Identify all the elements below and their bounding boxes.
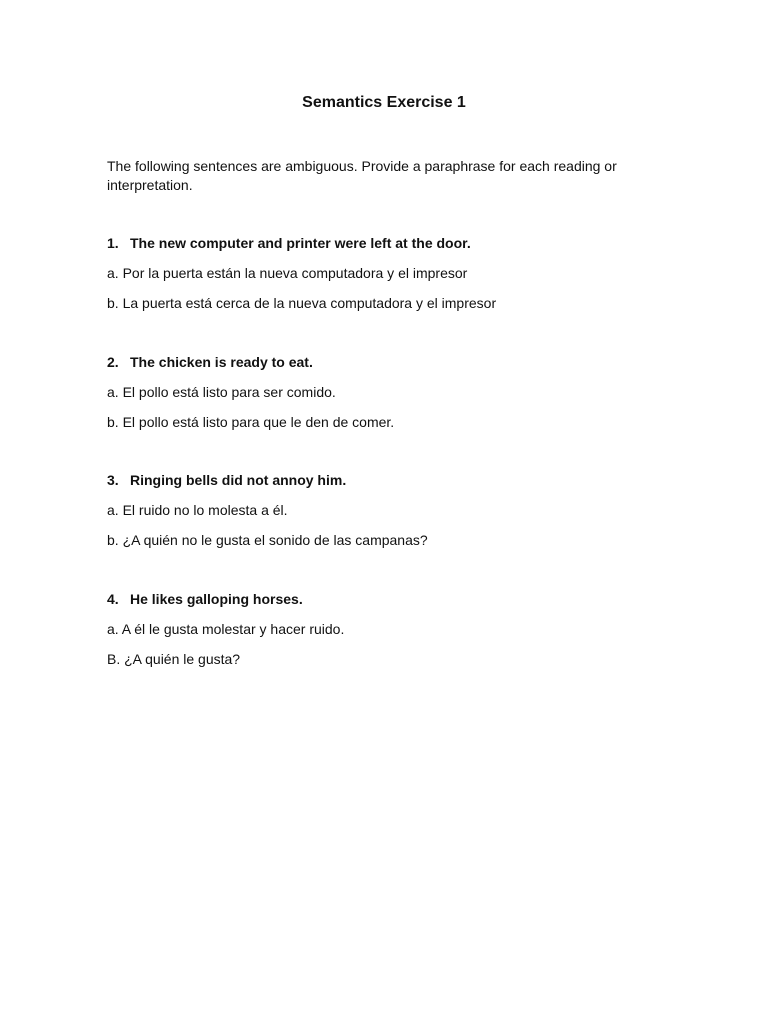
question-4 bbox=[107, 590, 707, 609]
answer-2a: a. El pollo está listo para ser comido. bbox=[107, 384, 336, 400]
question-text: Ringing bells did not annoy him. bbox=[130, 472, 347, 488]
instructions-text: The following sentences are ambiguous. Provide a paraphrase for each reading or interpretation. bbox=[107, 158, 617, 193]
question-text: He likes galloping horses. bbox=[130, 591, 303, 607]
question-number: 3. bbox=[107, 472, 119, 488]
answer-3a: a. El ruido no lo molesta a él. bbox=[107, 502, 288, 518]
question-number: 4. bbox=[107, 591, 119, 607]
answer-4a: a. A él le gusta molestar y hacer ruido. bbox=[107, 621, 345, 637]
answer-1b: b. La puerta está cerca de la nueva computadora y el impresor bbox=[107, 295, 497, 311]
question-text: The new computer and printer were left at the door. bbox=[130, 235, 471, 251]
answer-4b: B. ¿A quién le gusta? bbox=[107, 651, 241, 667]
document-title: Semantics Exercise 1 bbox=[302, 94, 466, 111]
answer-3b: b. ¿A quién no le gusta el sonido de las campanas? bbox=[107, 532, 428, 548]
question-2 bbox=[107, 353, 707, 372]
question-3 bbox=[107, 471, 707, 490]
question-number: 1. bbox=[107, 235, 119, 251]
answer-2b: b. El pollo está listo para que le den de comer. bbox=[107, 414, 395, 430]
question-text: The chicken is ready to eat. bbox=[130, 354, 313, 370]
question-1 bbox=[107, 234, 707, 253]
question-number: 2. bbox=[107, 354, 119, 370]
answer-1a: a. Por la puerta están la nueva computadora y el impresor bbox=[107, 265, 468, 281]
